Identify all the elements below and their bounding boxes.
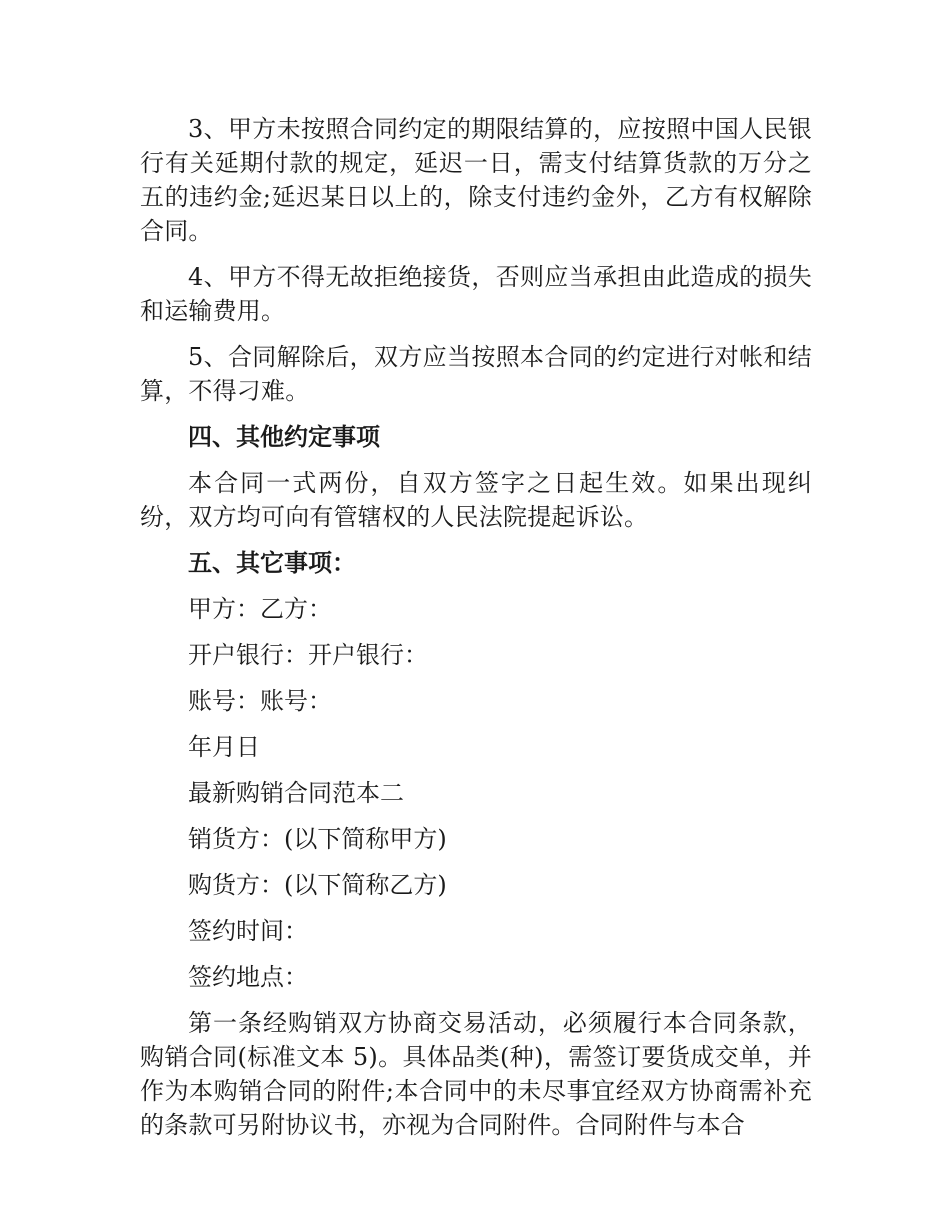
template-two-title: 最新购销合同范本二 bbox=[188, 779, 404, 807]
party-names-line: 甲方：乙方： bbox=[188, 595, 332, 623]
signing-place-line: 签约地点： bbox=[188, 963, 308, 991]
account-line: 账号：账号： bbox=[188, 687, 332, 715]
signing-time-line: 签约时间： bbox=[188, 917, 308, 945]
article-1-paragraph: 第一条经购销双方协商交易活动，必须履行本合同条款，购销合同(标准文本 5)。具体品类(种)，需签订要货成交单，并作为本购销合同的附件;本合同中的未尽事宜经双方协商需补充的条款可另附协议书，亦视为合同附件。合同附件与本合 bbox=[140, 1009, 812, 1139]
section-5-heading: 五、其它事项： bbox=[188, 548, 356, 577]
seller-line: 销货方：(以下简称甲方) bbox=[188, 825, 447, 853]
document-body bbox=[140, 112, 812, 1154]
copies-and-dispute-paragraph: 本合同一式两份，自双方签字之日起生效。如果出现纠纷，双方均可向有管辖权的人民法院提起诉讼。 bbox=[140, 469, 812, 531]
clause-5-paragraph: 5、合同解除后，双方应当按照本合同的约定进行对帐和结算，不得刁难。 bbox=[140, 343, 812, 405]
clause-3-paragraph: 3、甲方未按照合同约定的期限结算的，应按照中国人民银行有关延期付款的规定，延迟一日，需支付结算货款的万分之五的违约金;延迟某日以上的，除支付违约金外，乙方有权解除合同。 bbox=[140, 115, 812, 245]
section-4-heading: 四、其他约定事项 bbox=[188, 422, 380, 451]
clause-4-paragraph: 4、甲方不得无故拒绝接货，否则应当承担由此造成的损失和运输费用。 bbox=[140, 263, 812, 325]
date-line: 年月日 bbox=[188, 733, 260, 761]
bank-line: 开户银行：开户银行： bbox=[188, 641, 428, 669]
buyer-line: 购货方：(以下简称乙方) bbox=[188, 871, 447, 899]
